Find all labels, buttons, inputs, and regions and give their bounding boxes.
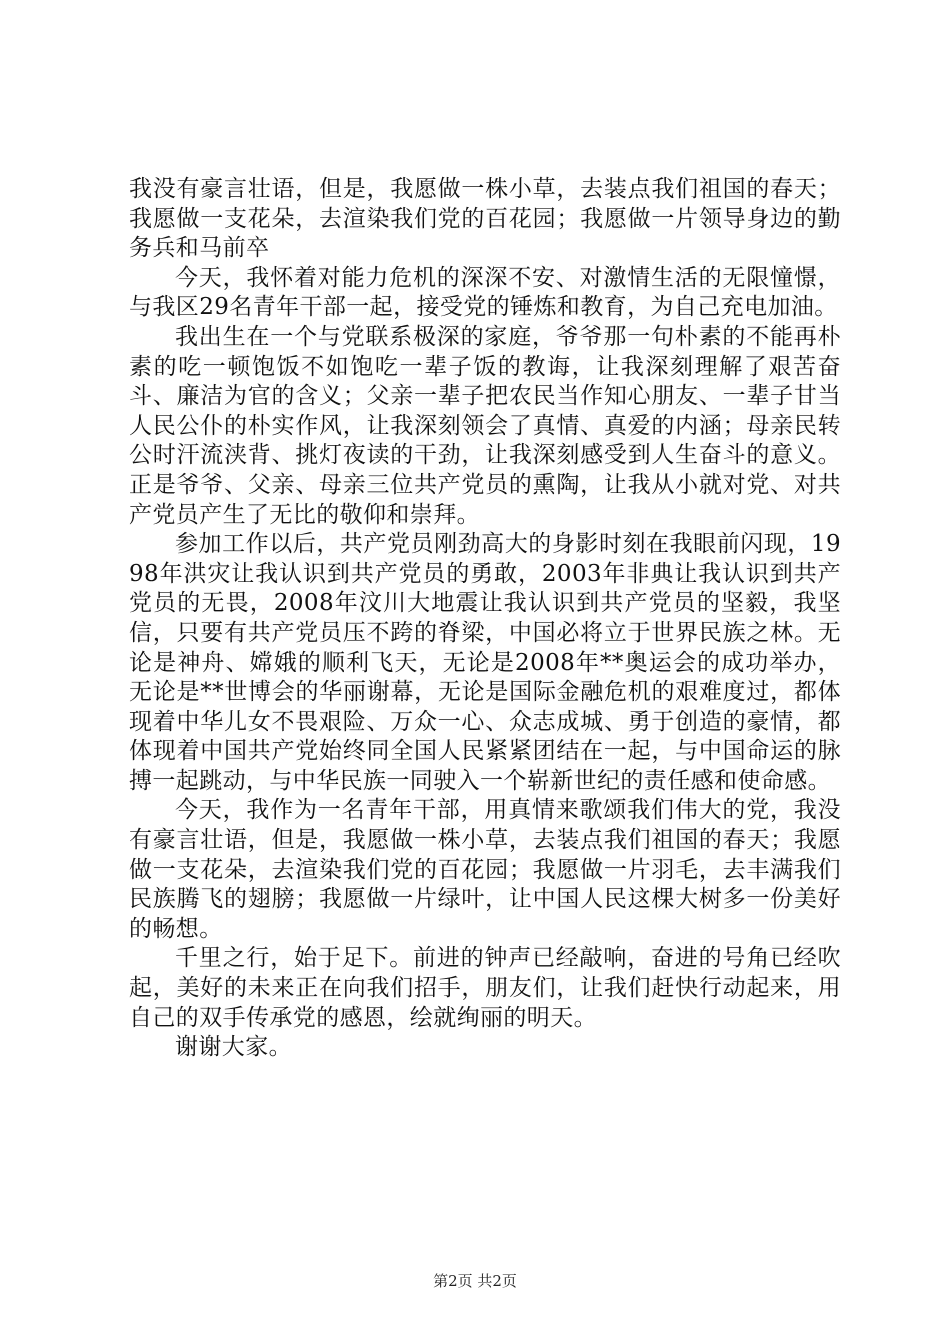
- paragraph-1: 我没有豪言壮语，但是，我愿做一株小草，去装点我们祖国的春天；我愿做一支花朵，去渲染我们党的百花园；我愿做一片领导身边的勤务兵和马前卒: [129, 176, 841, 262]
- paragraph-7: 谢谢大家。: [175, 1034, 292, 1061]
- paragraph-4: 参加工作以后，共产党员刚劲高大的身影时刻在我眼前闪现，1998年洪灾让我认识到共产党员的勇敢，2003年非典让我认识到共产党员的无畏，2008年汶川大地震让我认识到共产党员的坚毅，我坚信，只要有共产党员压不跨的脊梁，中国必将立于世界民族之林。无论是神舟、嫦娥的顺利飞天，无论是2008年**奥运会的成功举办，无论是**世博会的华丽谢幕，无论是国际金融危机的艰难度过，都体现着中华儿女不畏艰险、万众一心、众志成城、勇于创造的豪情，都体现着中国共产党始终同全国人民紧紧团结在一起，与中国命运的脉搏一起跳动，与中华民族一同驶入一个崭新世纪的责任感和使命感。: [129, 531, 841, 794]
- paragraph-2: 今天，我怀着对能力危机的深深不安、对激情生活的无限憧憬，与我区29名青年干部一起，接受党的锤炼和教育，为自己充电加油。: [129, 264, 841, 321]
- paragraph-3: 我出生在一个与党联系极深的家庭，爷爷那一句朴素的不能再朴素的吃一顿饱饭不如饱吃一辈子饭的教诲，让我深刻理解了艰苦奋斗、廉洁为官的含义；父亲一辈子把农民当作知心朋友、一辈子甘当人民公仆的朴实作风，让我深刻领会了真情、真爱的内涵；母亲民转公时汗流浃背、挑灯夜读的干劲，让我深刻感受到人生奋斗的意义。正是爷爷、父亲、母亲三位共产党员的熏陶，让我从小就对党、对共产党员产生了无比的敬仰和崇拜。: [129, 323, 841, 528]
- document-body: [129, 175, 841, 1063]
- page-footer: [0, 1271, 950, 1291]
- page-number-label: 第2页 共2页: [433, 1272, 517, 1290]
- paragraph-5: 今天，我作为一名青年干部，用真情来歌颂我们伟大的党，我没有豪言壮语，但是，我愿做一株小草，去装点我们祖国的春天；我愿做一支花朵，去渲染我们党的百花园；我愿做一片羽毛，去丰满我们民族腾飞的翅膀；我愿做一片绿叶，让中国人民这棵大树多一份美好的畅想。: [129, 797, 841, 942]
- paragraph-6: 千里之行，始于足下。前进的钟声已经敲响，奋进的号角已经吹起，美好的未来正在向我们招手，朋友们，让我们赶快行动起来，用自己的双手传承党的感恩，绘就绚丽的明天。: [129, 945, 841, 1031]
